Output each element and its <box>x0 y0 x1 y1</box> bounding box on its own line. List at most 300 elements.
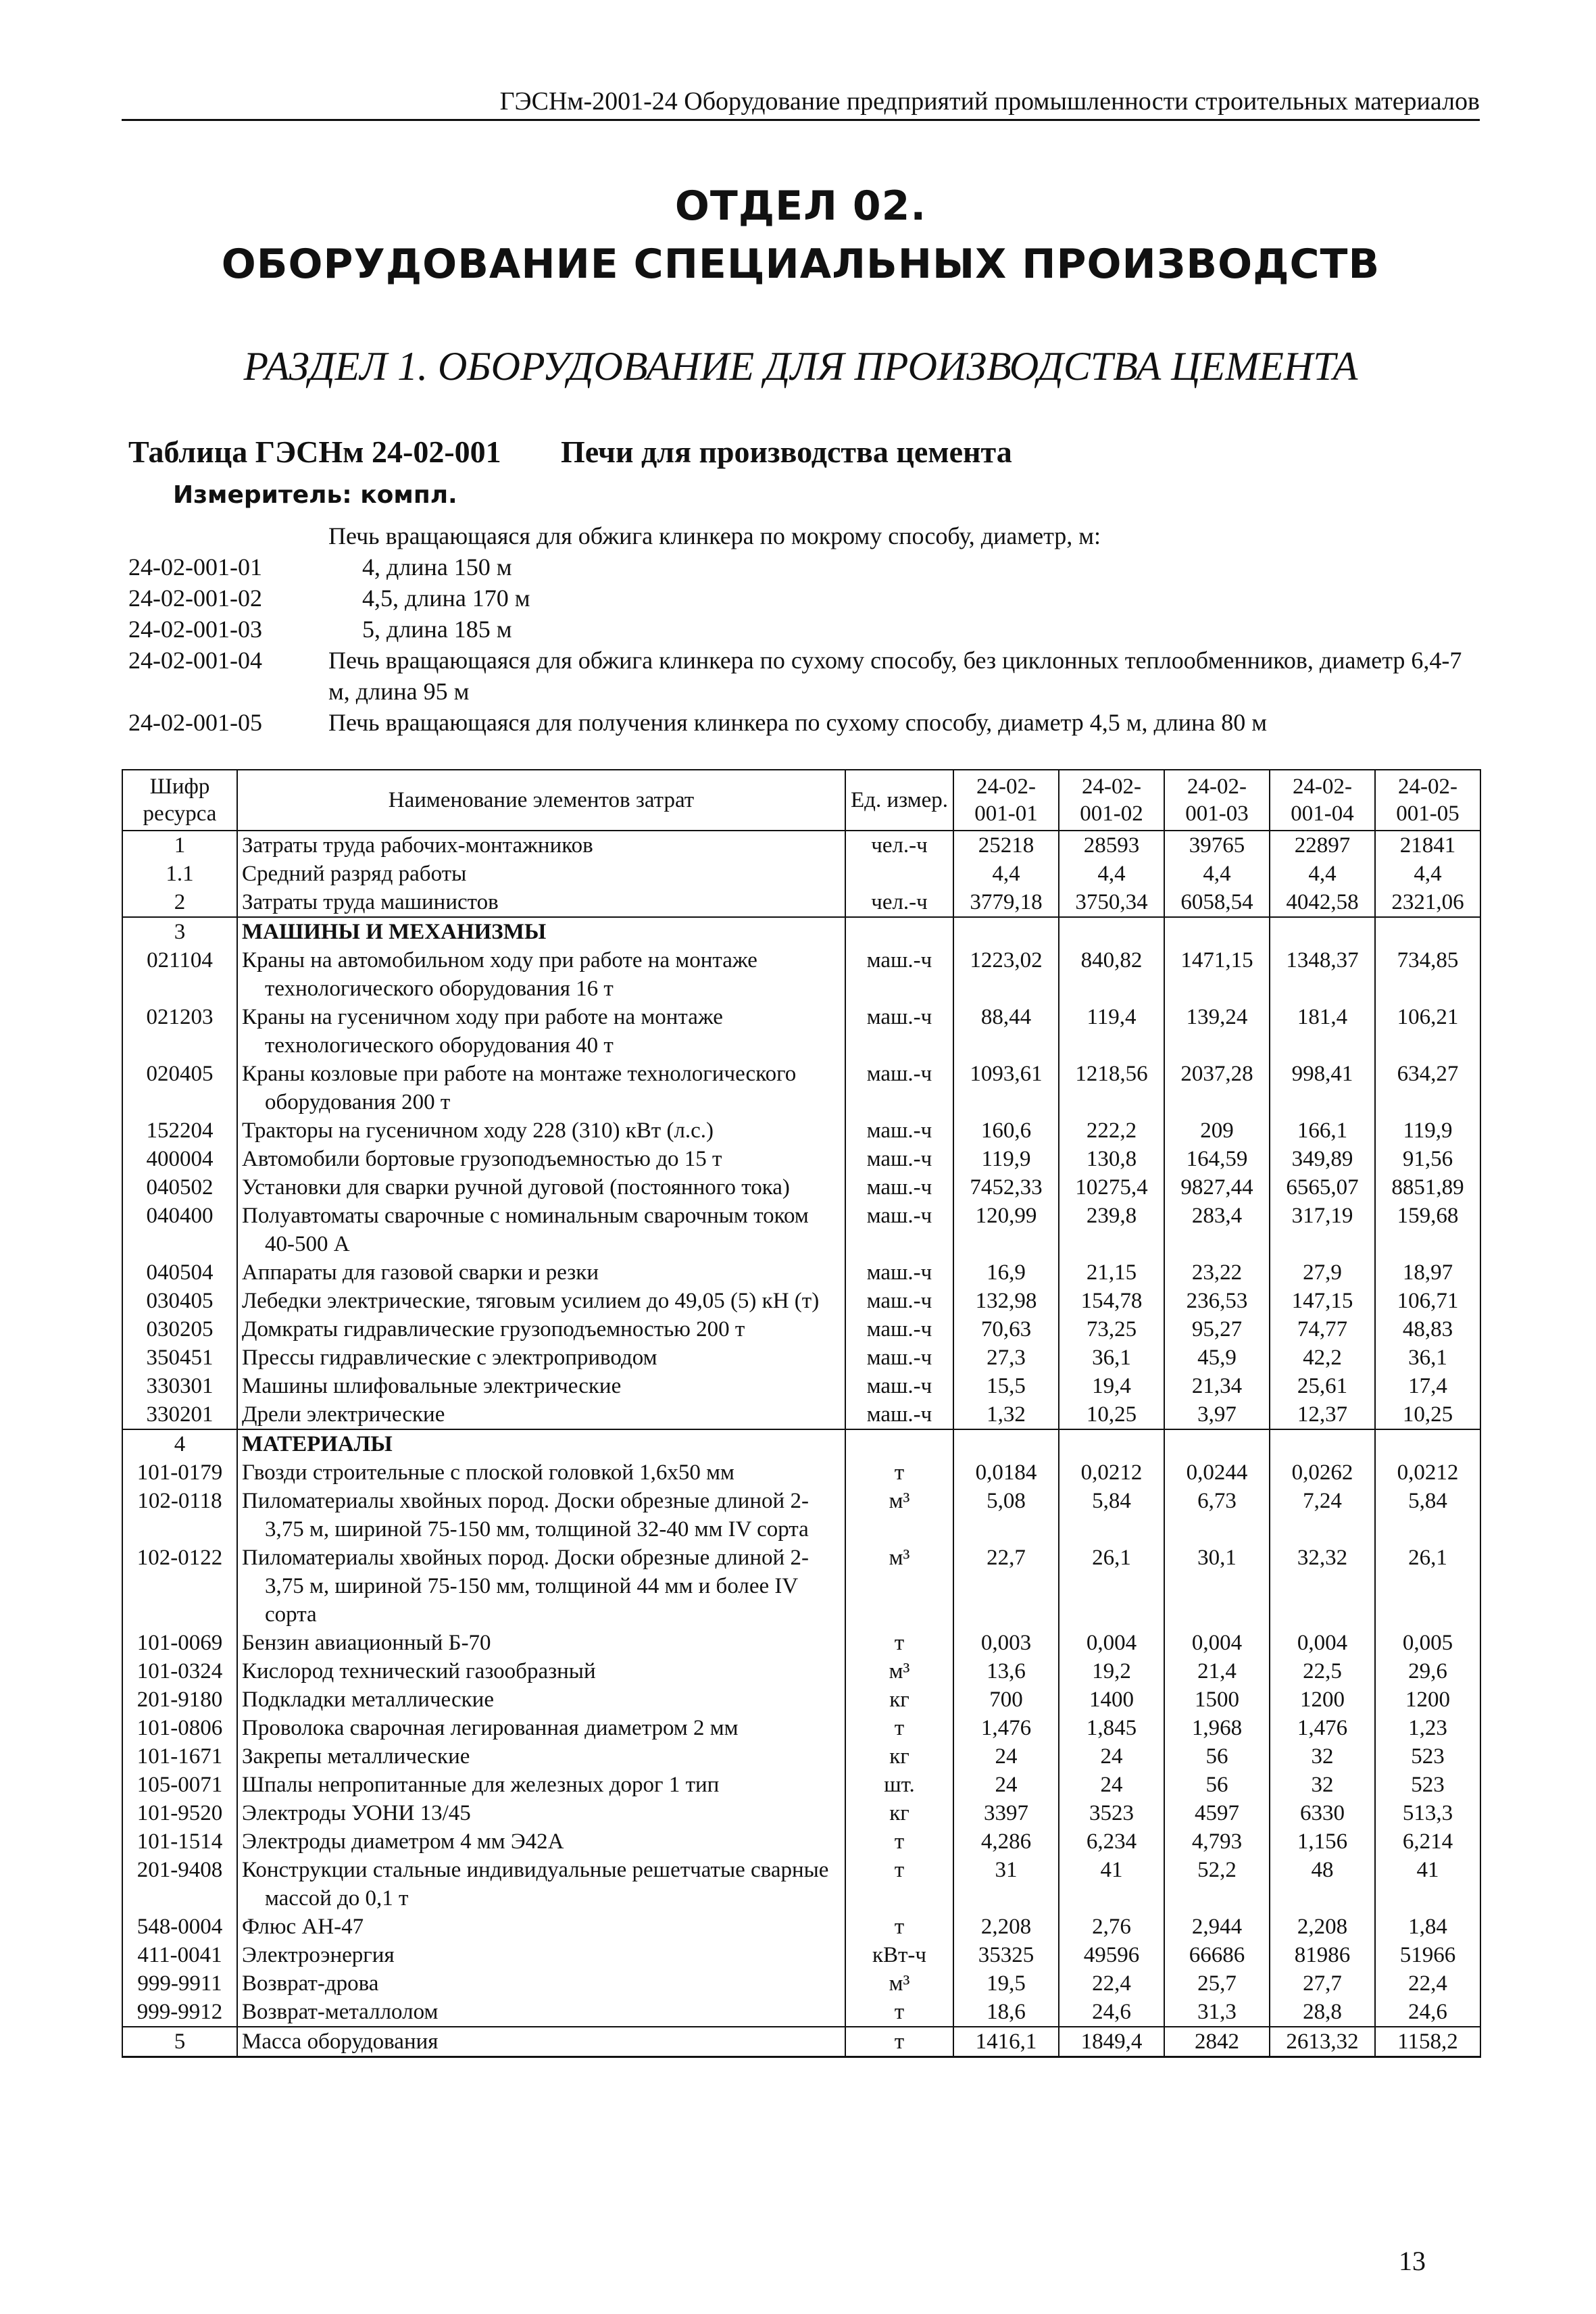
table-row <box>122 1998 1480 2027</box>
table-row <box>122 1771 1480 1799</box>
resource-value: 634,27 <box>1375 1060 1480 1116</box>
resource-value: 45,9 <box>1164 1344 1270 1372</box>
resource-value: 22,4 <box>1375 1969 1480 1998</box>
resource-unit: т <box>845 1827 953 1856</box>
resource-value: 209 <box>1164 1116 1270 1145</box>
resource-name: Закрепы металлические <box>237 1742 845 1771</box>
resource-value: 349,89 <box>1270 1145 1375 1173</box>
resource-value: 1,845 <box>1059 1714 1164 1742</box>
resource-value: 8851,89 <box>1375 1173 1480 1202</box>
resource-value: 139,24 <box>1164 1003 1270 1060</box>
resource-value: 31,3 <box>1164 1998 1270 2027</box>
resource-value: 1,476 <box>953 1714 1059 1742</box>
resource-value: 523 <box>1375 1771 1480 1799</box>
resource-code: 040400 <box>122 1202 237 1258</box>
resource-name: МАШИНЫ И МЕХАНИЗМЫ <box>237 917 845 946</box>
resource-value: 6565,07 <box>1270 1173 1375 1202</box>
resource-value: 0,004 <box>1059 1629 1164 1657</box>
resource-value: 6058,54 <box>1164 888 1270 917</box>
resource-value: 2,208 <box>953 1913 1059 1941</box>
resource-code: 400004 <box>122 1145 237 1173</box>
resource-value: 56 <box>1164 1742 1270 1771</box>
definition-text: 4, длина 150 м <box>362 553 512 581</box>
resource-value: 25218 <box>953 831 1059 860</box>
resource-name: Краны на гусеничном ходу при работе на монтаже технологического оборудования 40 т <box>237 1003 845 1060</box>
resource-value: 1,32 <box>953 1400 1059 1429</box>
resource-value: 1093,61 <box>953 1060 1059 1116</box>
resource-value: 523 <box>1375 1742 1480 1771</box>
resource-value: 3,97 <box>1164 1400 1270 1429</box>
resource-unit: маш.-ч <box>845 1258 953 1287</box>
table-row <box>122 1258 1480 1287</box>
resource-value: 1,476 <box>1270 1714 1375 1742</box>
measure-unit: Измеритель: компл. <box>173 481 457 509</box>
resource-value <box>1270 1429 1375 1458</box>
resource-code: 101-1514 <box>122 1827 237 1856</box>
resource-value <box>953 1429 1059 1458</box>
definitions-list <box>128 520 1480 738</box>
resource-unit <box>845 917 953 946</box>
resource-code: 2 <box>122 888 237 917</box>
resource-value: 1500 <box>1164 1685 1270 1714</box>
resource-value: 73,25 <box>1059 1315 1164 1344</box>
resource-value: 19,5 <box>953 1969 1059 1998</box>
resource-value: 1,84 <box>1375 1913 1480 1941</box>
resource-value: 3750,34 <box>1059 888 1164 917</box>
resource-value: 4,793 <box>1164 1827 1270 1856</box>
resource-value: 28,8 <box>1270 1998 1375 2027</box>
resource-value: 42,2 <box>1270 1344 1375 1372</box>
resource-value: 840,82 <box>1059 946 1164 1003</box>
resource-value: 5,84 <box>1059 1487 1164 1544</box>
resource-table <box>122 769 1481 2058</box>
table-header-row <box>122 770 1480 831</box>
resource-value: 12,37 <box>1270 1400 1375 1429</box>
resource-unit: т <box>845 1629 953 1657</box>
resource-value: 16,9 <box>953 1258 1059 1287</box>
resource-name: Полуавтоматы сварочные с номинальным сварочным током 40-500 А <box>237 1202 845 1258</box>
resource-code: 330201 <box>122 1400 237 1429</box>
resource-code: 105-0071 <box>122 1771 237 1799</box>
resource-value: 24 <box>953 1742 1059 1771</box>
resource-unit: маш.-ч <box>845 1372 953 1400</box>
resource-unit: маш.-ч <box>845 946 953 1003</box>
resource-unit: маш.-ч <box>845 1003 953 1060</box>
resource-value: 35325 <box>953 1941 1059 1969</box>
table-row <box>122 1400 1480 1429</box>
resource-value: 5,84 <box>1375 1487 1480 1544</box>
resource-value: 283,4 <box>1164 1202 1270 1258</box>
section-row <box>122 917 1480 946</box>
resource-unit: кВт-ч <box>845 1941 953 1969</box>
table-row <box>122 1629 1480 1657</box>
resource-value <box>1270 917 1375 946</box>
resource-value: 159,68 <box>1375 1202 1480 1258</box>
resource-value: 1158,2 <box>1375 2027 1480 2057</box>
resource-value: 0,003 <box>953 1629 1059 1657</box>
table-row <box>122 1145 1480 1173</box>
resource-value: 22897 <box>1270 831 1375 860</box>
resource-unit: маш.-ч <box>845 1116 953 1145</box>
header-code: Шифр ресурса <box>122 770 237 831</box>
resource-value: 49596 <box>1059 1941 1164 1969</box>
resource-unit: кг <box>845 1799 953 1827</box>
resource-value: 160,6 <box>953 1116 1059 1145</box>
resource-value: 52,2 <box>1164 1856 1270 1913</box>
resource-value: 26,1 <box>1375 1544 1480 1629</box>
table-row <box>122 1913 1480 1941</box>
resource-value: 56 <box>1164 1771 1270 1799</box>
resource-name: Электроэнергия <box>237 1941 845 1969</box>
resource-value: 24 <box>1059 1771 1164 1799</box>
resource-value: 32 <box>1270 1771 1375 1799</box>
resource-value: 3523 <box>1059 1799 1164 1827</box>
resource-value: 0,004 <box>1164 1629 1270 1657</box>
resource-name: Возврат-дрова <box>237 1969 845 1998</box>
definition-text: 5, длина 185 м <box>362 616 512 643</box>
resource-unit <box>845 860 953 888</box>
resource-name: Прессы гидравлические с электроприводом <box>237 1344 845 1372</box>
resource-code: 101-1671 <box>122 1742 237 1771</box>
resource-unit: т <box>845 2027 953 2057</box>
resource-value: 95,27 <box>1164 1315 1270 1344</box>
resource-value: 19,4 <box>1059 1372 1164 1400</box>
resource-unit: маш.-ч <box>845 1145 953 1173</box>
resource-code: 101-0179 <box>122 1458 237 1487</box>
definition-item <box>128 551 1480 583</box>
resource-value: 27,9 <box>1270 1258 1375 1287</box>
resource-code: 030205 <box>122 1315 237 1344</box>
resource-code: 152204 <box>122 1116 237 1145</box>
definition-item <box>128 645 1480 707</box>
resource-value: 164,59 <box>1164 1145 1270 1173</box>
resource-value: 0,004 <box>1270 1629 1375 1657</box>
resource-name: Флюс АН-47 <box>237 1913 845 1941</box>
resource-value: 29,6 <box>1375 1657 1480 1685</box>
resource-value: 39765 <box>1164 831 1270 860</box>
resource-value: 6,73 <box>1164 1487 1270 1544</box>
resource-value: 147,15 <box>1270 1287 1375 1315</box>
resource-name: Лебедки электрические, тяговым усилием до 49,05 (5) кН (т) <box>237 1287 845 1315</box>
resource-code: 4 <box>122 1429 237 1458</box>
resource-value: 1218,56 <box>1059 1060 1164 1116</box>
table-row <box>122 1344 1480 1372</box>
resource-value: 21,15 <box>1059 1258 1164 1287</box>
table-row <box>122 2027 1480 2057</box>
running-head: ГЭСНм-2001-24 Оборудование предприятий промышленности строительных материалов <box>122 87 1480 121</box>
resource-code: 040502 <box>122 1173 237 1202</box>
resource-value: 32,32 <box>1270 1544 1375 1629</box>
resource-unit: шт. <box>845 1771 953 1799</box>
resource-value: 21,34 <box>1164 1372 1270 1400</box>
resource-code: 101-0324 <box>122 1657 237 1685</box>
resource-value: 1348,37 <box>1270 946 1375 1003</box>
resource-value: 51966 <box>1375 1941 1480 1969</box>
resource-value: 41 <box>1059 1856 1164 1913</box>
resource-value: 1400 <box>1059 1685 1164 1714</box>
resource-value: 0,0184 <box>953 1458 1059 1487</box>
resource-name: Автомобили бортовые грузоподъемностью до 15 т <box>237 1145 845 1173</box>
definition-code: 24-02-001-05 <box>128 709 262 736</box>
resource-value: 2321,06 <box>1375 888 1480 917</box>
resource-name: Средний разряд работы <box>237 860 845 888</box>
resource-value: 22,5 <box>1270 1657 1375 1685</box>
definition-text: 4,5, длина 170 м <box>362 585 530 612</box>
resource-unit: маш.-ч <box>845 1202 953 1258</box>
table-row <box>122 1287 1480 1315</box>
resource-code: 3 <box>122 917 237 946</box>
resource-value: 74,77 <box>1270 1315 1375 1344</box>
resource-value: 4,4 <box>953 860 1059 888</box>
resource-value: 106,21 <box>1375 1003 1480 1060</box>
resource-value: 4,4 <box>1270 860 1375 888</box>
resource-value: 10,25 <box>1059 1400 1164 1429</box>
resource-code: 411-0041 <box>122 1941 237 1969</box>
resource-value: 6330 <box>1270 1799 1375 1827</box>
resource-value: 120,99 <box>953 1202 1059 1258</box>
resource-unit: маш.-ч <box>845 1315 953 1344</box>
resource-value: 3397 <box>953 1799 1059 1827</box>
resource-name: Пиломатериалы хвойных пород. Доски обрезные длиной 2-3,75 м, шириной 75-150 мм, толщиной 44 мм и более IV сорта <box>237 1544 845 1629</box>
definition-item <box>128 520 1480 551</box>
resource-value: 9827,44 <box>1164 1173 1270 1202</box>
resource-code: 330301 <box>122 1372 237 1400</box>
resource-value: 0,0262 <box>1270 1458 1375 1487</box>
definition-item <box>128 707 1480 738</box>
resource-unit: т <box>845 1998 953 2027</box>
resource-value: 18,6 <box>953 1998 1059 2027</box>
resource-code: 1.1 <box>122 860 237 888</box>
table-row <box>122 1742 1480 1771</box>
table-row <box>122 946 1480 1003</box>
resource-value: 25,61 <box>1270 1372 1375 1400</box>
resource-value: 119,9 <box>1375 1116 1480 1145</box>
resource-unit: кг <box>845 1685 953 1714</box>
table-row <box>122 1202 1480 1258</box>
resource-value: 2,76 <box>1059 1913 1164 1941</box>
resource-value: 4,286 <box>953 1827 1059 1856</box>
resource-value: 2613,32 <box>1270 2027 1375 2057</box>
resource-code: 102-0122 <box>122 1544 237 1629</box>
resource-unit: маш.-ч <box>845 1060 953 1116</box>
header-unit: Ед. измер. <box>845 770 953 831</box>
resource-value: 154,78 <box>1059 1287 1164 1315</box>
header-col-01: 24-02-001-01 <box>953 770 1059 831</box>
header-name: Наименование элементов затрат <box>237 770 845 831</box>
resource-value: 0,0212 <box>1059 1458 1164 1487</box>
table-row <box>122 1372 1480 1400</box>
section-row <box>122 1429 1480 1458</box>
resource-value <box>953 917 1059 946</box>
resource-value: 1200 <box>1270 1685 1375 1714</box>
table-row <box>122 1003 1480 1060</box>
resource-value: 88,44 <box>953 1003 1059 1060</box>
resource-value: 27,3 <box>953 1344 1059 1372</box>
resource-unit <box>845 1429 953 1458</box>
resource-value: 21841 <box>1375 831 1480 860</box>
resource-name: Бензин авиационный Б-70 <box>237 1629 845 1657</box>
resource-value: 1200 <box>1375 1685 1480 1714</box>
resource-value: 13,6 <box>953 1657 1059 1685</box>
resource-value: 1,968 <box>1164 1714 1270 1742</box>
resource-value <box>1164 917 1270 946</box>
resource-unit: маш.-ч <box>845 1173 953 1202</box>
resource-value: 7452,33 <box>953 1173 1059 1202</box>
resource-unit: маш.-ч <box>845 1400 953 1429</box>
table-row <box>122 1657 1480 1685</box>
resource-value: 1,156 <box>1270 1827 1375 1856</box>
definition-item <box>128 614 1480 645</box>
resource-code: 020405 <box>122 1060 237 1116</box>
resource-value: 31 <box>953 1856 1059 1913</box>
resource-name: Проволока сварочная легированная диаметром 2 мм <box>237 1714 845 1742</box>
definition-text: Печь вращающаяся для обжига клинкера по сухому способу, без циклонных теплообменников, диаметр 6,4-7 м, длина 95 м <box>328 647 1462 705</box>
resource-value: 32 <box>1270 1742 1375 1771</box>
resource-unit: маш.-ч <box>845 1287 953 1315</box>
page-number: 13 <box>1399 2246 1426 2276</box>
resource-name: Пиломатериалы хвойных пород. Доски обрезные длиной 2-3,75 м, шириной 75-150 мм, толщиной 32-40 мм IV сорта <box>237 1487 845 1544</box>
resource-value: 22,7 <box>953 1544 1059 1629</box>
resource-name: Конструкции стальные индивидуальные решетчатые сварные массой до 0,1 т <box>237 1856 845 1913</box>
resource-unit: т <box>845 1714 953 1742</box>
resource-value: 2,208 <box>1270 1913 1375 1941</box>
table-name: Печи для производства цемента <box>561 435 1012 469</box>
resource-value: 10,25 <box>1375 1400 1480 1429</box>
resource-value: 132,98 <box>953 1287 1059 1315</box>
resource-unit: м³ <box>845 1657 953 1685</box>
table-row <box>122 1116 1480 1145</box>
resource-value: 21,4 <box>1164 1657 1270 1685</box>
resource-value: 6,234 <box>1059 1827 1164 1856</box>
header-col-05: 24-02-001-05 <box>1375 770 1480 831</box>
resource-code: 101-0806 <box>122 1714 237 1742</box>
resource-code: 201-9180 <box>122 1685 237 1714</box>
resource-code: 548-0004 <box>122 1913 237 1941</box>
resource-value: 4,4 <box>1059 860 1164 888</box>
resource-unit: т <box>845 1856 953 1913</box>
department-number: ОТДЕЛ 02. <box>674 182 927 230</box>
resource-name: Возврат-металлолом <box>237 1998 845 2027</box>
resource-value: 0,005 <box>1375 1629 1480 1657</box>
table-row <box>122 1487 1480 1544</box>
resource-name: Шпалы непропитанные для железных дорог 1 тип <box>237 1771 845 1799</box>
resource-code: 201-9408 <box>122 1856 237 1913</box>
resource-value: 236,53 <box>1164 1287 1270 1315</box>
resource-code: 102-0118 <box>122 1487 237 1544</box>
resource-value <box>1164 1429 1270 1458</box>
resource-unit: кг <box>845 1742 953 1771</box>
resource-value: 23,22 <box>1164 1258 1270 1287</box>
resource-value: 70,63 <box>953 1315 1059 1344</box>
resource-name: Кислород технический газообразный <box>237 1657 845 1685</box>
resource-value: 0,0212 <box>1375 1458 1480 1487</box>
resource-value: 22,4 <box>1059 1969 1164 1998</box>
resource-value: 1416,1 <box>953 2027 1059 2057</box>
resource-name: Подкладки металлические <box>237 1685 845 1714</box>
resource-unit: т <box>845 1458 953 1487</box>
definition-code <box>128 520 328 551</box>
resource-name: Затраты труда машинистов <box>237 888 845 917</box>
resource-name: Краны козловые при работе на монтаже технологического оборудования 200 т <box>237 1060 845 1116</box>
resource-value: 130,8 <box>1059 1145 1164 1173</box>
resource-value <box>1059 917 1164 946</box>
resource-name: Электроды УОНИ 13/45 <box>237 1799 845 1827</box>
resource-name: Тракторы на гусеничном ходу 228 (310) кВт (л.с.) <box>237 1116 845 1145</box>
resource-value: 317,19 <box>1270 1202 1375 1258</box>
header-col-03: 24-02-001-03 <box>1164 770 1270 831</box>
resource-value: 28593 <box>1059 831 1164 860</box>
resource-value: 24,6 <box>1059 1998 1164 2027</box>
resource-value: 3779,18 <box>953 888 1059 917</box>
resource-value: 119,4 <box>1059 1003 1164 1060</box>
resource-code: 350451 <box>122 1344 237 1372</box>
resource-value: 26,1 <box>1059 1544 1164 1629</box>
resource-value: 24 <box>953 1771 1059 1799</box>
resource-value: 19,2 <box>1059 1657 1164 1685</box>
resource-value <box>1375 1429 1480 1458</box>
department-title <box>122 177 1480 293</box>
resource-value: 106,71 <box>1375 1287 1480 1315</box>
resource-value: 2037,28 <box>1164 1060 1270 1116</box>
resource-name: Электроды диаметром 4 мм Э42А <box>237 1827 845 1856</box>
resource-unit: т <box>845 1913 953 1941</box>
definition-text: Печь вращающаяся для обжига клинкера по мокрому способу, диаметр, м: <box>328 522 1101 549</box>
resource-code: 021104 <box>122 946 237 1003</box>
resource-value: 1223,02 <box>953 946 1059 1003</box>
resource-code: 040504 <box>122 1258 237 1287</box>
definition-item <box>128 583 1480 614</box>
definition-code: 24-02-001-01 <box>128 553 262 581</box>
resource-code: 030405 <box>122 1287 237 1315</box>
resource-name: Установки для сварки ручной дуговой (постоянного тока) <box>237 1173 845 1202</box>
resource-unit: маш.-ч <box>845 1344 953 1372</box>
table-row <box>122 1856 1480 1913</box>
resource-name: Машины шлифовальные электрические <box>237 1372 845 1400</box>
resource-name: Масса оборудования <box>237 2027 845 2057</box>
resource-code: 101-0069 <box>122 1629 237 1657</box>
table-row <box>122 1544 1480 1629</box>
resource-value: 81986 <box>1270 1941 1375 1969</box>
resource-value: 6,214 <box>1375 1827 1480 1856</box>
resource-value <box>1059 1429 1164 1458</box>
definition-code: 24-02-001-03 <box>128 616 262 643</box>
resource-value: 48,83 <box>1375 1315 1480 1344</box>
section-title: РАЗДЕЛ 1. ОБОРУДОВАНИЕ ДЛЯ ПРОИЗВОДСТВА ЦЕМЕНТА <box>243 344 1358 389</box>
resource-name: Аппараты для газовой сварки и резки <box>237 1258 845 1287</box>
table-row <box>122 1458 1480 1487</box>
resource-unit: м³ <box>845 1487 953 1544</box>
resource-value: 2,944 <box>1164 1913 1270 1941</box>
resource-value: 4,4 <box>1164 860 1270 888</box>
table-row <box>122 1173 1480 1202</box>
resource-name: МАТЕРИАЛЫ <box>237 1429 845 1458</box>
resource-code: 999-9911 <box>122 1969 237 1998</box>
resource-value: 30,1 <box>1164 1544 1270 1629</box>
resource-value: 36,1 <box>1059 1344 1164 1372</box>
resource-code: 1 <box>122 831 237 860</box>
resource-value: 1471,15 <box>1164 946 1270 1003</box>
table-title <box>128 434 1012 470</box>
resource-value: 700 <box>953 1685 1059 1714</box>
table-row <box>122 860 1480 888</box>
resource-value: 0,0244 <box>1164 1458 1270 1487</box>
table-row <box>122 1969 1480 1998</box>
table-number: Таблица ГЭСНм 24-02-001 <box>128 435 501 469</box>
table-row <box>122 1685 1480 1714</box>
resource-value: 41 <box>1375 1856 1480 1913</box>
resource-value: 4597 <box>1164 1799 1270 1827</box>
resource-code: 101-9520 <box>122 1799 237 1827</box>
